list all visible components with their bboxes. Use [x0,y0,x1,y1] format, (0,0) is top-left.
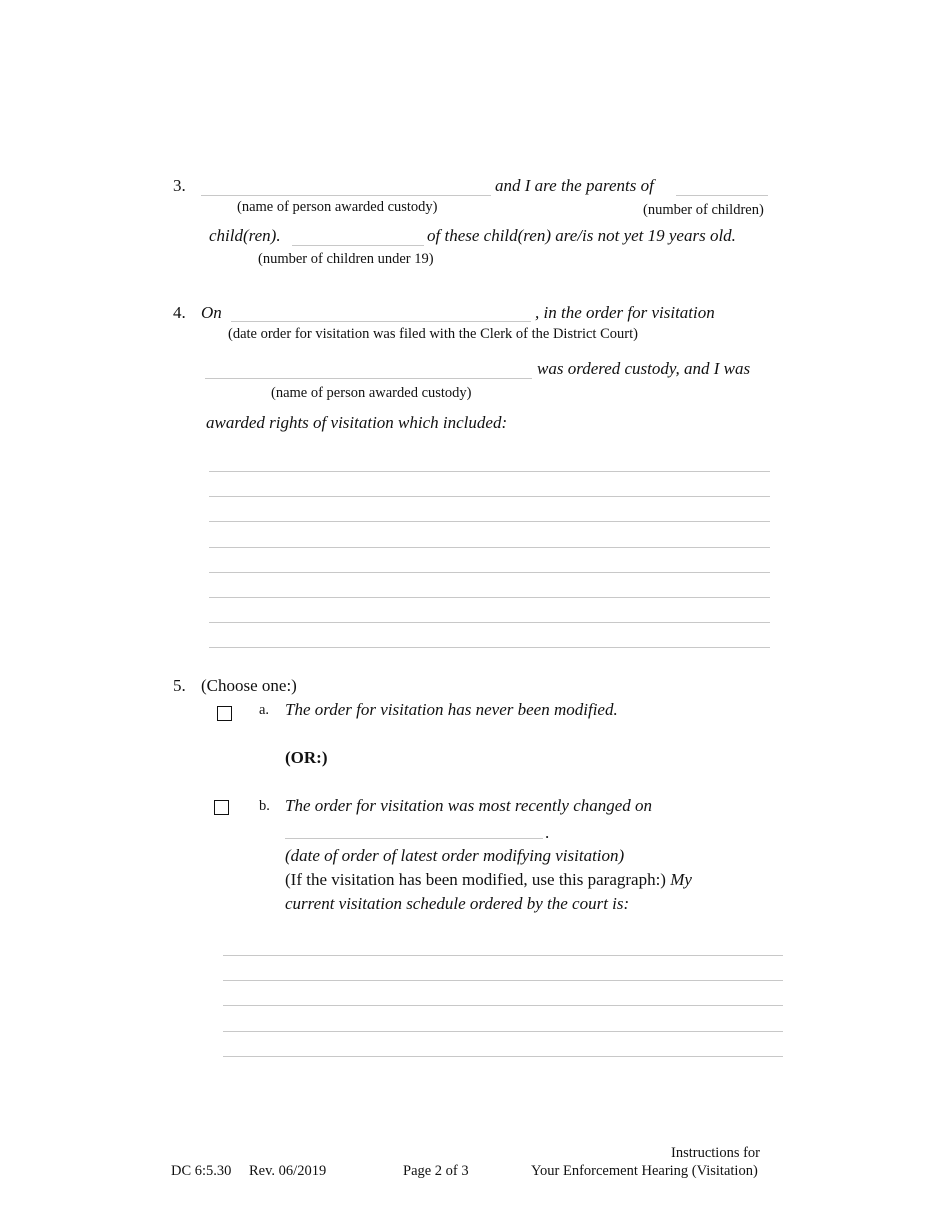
visitation-rights-line[interactable] [209,647,770,648]
option-a-letter: a. [259,702,270,718]
children-under-19-field[interactable] [292,245,424,246]
order-date-field[interactable] [231,321,531,322]
page-number: Page 2 of 3 [403,1163,469,1179]
visitation-rights-line[interactable] [209,496,770,497]
visitation-rights-line[interactable] [209,471,770,472]
schedule-line[interactable] [223,1031,783,1032]
order-text: , in the order for visitation [535,303,715,322]
custodian-name-field-2[interactable] [205,378,532,379]
item-4-number: 4. [173,303,186,322]
visitation-rights-line[interactable] [209,572,770,573]
revision: Rev. 06/2019 [249,1163,327,1179]
order-date-label: (date order for visitation was filed with the Clerk of the District Court) [228,326,638,342]
form-code: DC 6:5.30 [171,1163,232,1179]
number-of-children-label: (number of children) [643,202,764,218]
on-text: On [201,303,222,322]
schedule-line[interactable] [223,1056,783,1057]
visitation-rights-line[interactable] [209,622,770,623]
number-of-children-field[interactable] [676,195,768,196]
current-schedule-text: current visitation schedule ordered by the court is: [285,894,630,913]
or-label: (OR:) [285,748,328,767]
if-modified-text [285,870,692,890]
choose-one-label: (Choose one:) [201,676,297,695]
custodian-name-field[interactable] [201,195,491,196]
option-b-checkbox[interactable] [214,800,229,815]
modification-date-label: (date of order of latest order modifying visitation) [285,846,625,865]
custodian-name-label: (name of person awarded custody) [237,199,438,215]
schedule-line[interactable] [223,980,783,981]
visitation-rights-line[interactable] [209,521,770,522]
my-text: My [670,870,692,889]
option-a-checkbox[interactable] [217,706,232,721]
custodian-name-label-2: (name of person awarded custody) [271,385,472,401]
ordered-custody-text: was ordered custody, and I was [537,359,751,378]
schedule-line[interactable] [223,1005,783,1006]
schedule-line[interactable] [223,955,783,956]
item-3-number: 3. [173,176,186,195]
children-text: child(ren). [209,226,281,245]
visitation-rights-line[interactable] [209,597,770,598]
visitation-rights-line[interactable] [209,547,770,548]
modification-date-field[interactable] [285,838,543,839]
option-a-text: The order for visitation has never been modified. [285,700,618,719]
footer-title-line2: Your Enforcement Hearing (Visitation) [531,1163,758,1179]
footer-title-line1: Instructions for [671,1145,760,1161]
under-19-text: of these child(ren) are/is not yet 19 years old. [427,226,736,245]
if-modified-instruction: (If the visitation has been modified, use this paragraph:) [285,870,666,889]
item-3-text: and I are the parents of [495,176,654,195]
period: . [545,823,550,842]
awarded-rights-text: awarded rights of visitation which included: [206,413,508,432]
children-under-19-label: (number of children under 19) [258,251,434,267]
item-5-number: 5. [173,676,186,695]
option-b-letter: b. [259,798,270,814]
option-b-text: The order for visitation was most recently changed on [285,796,653,815]
